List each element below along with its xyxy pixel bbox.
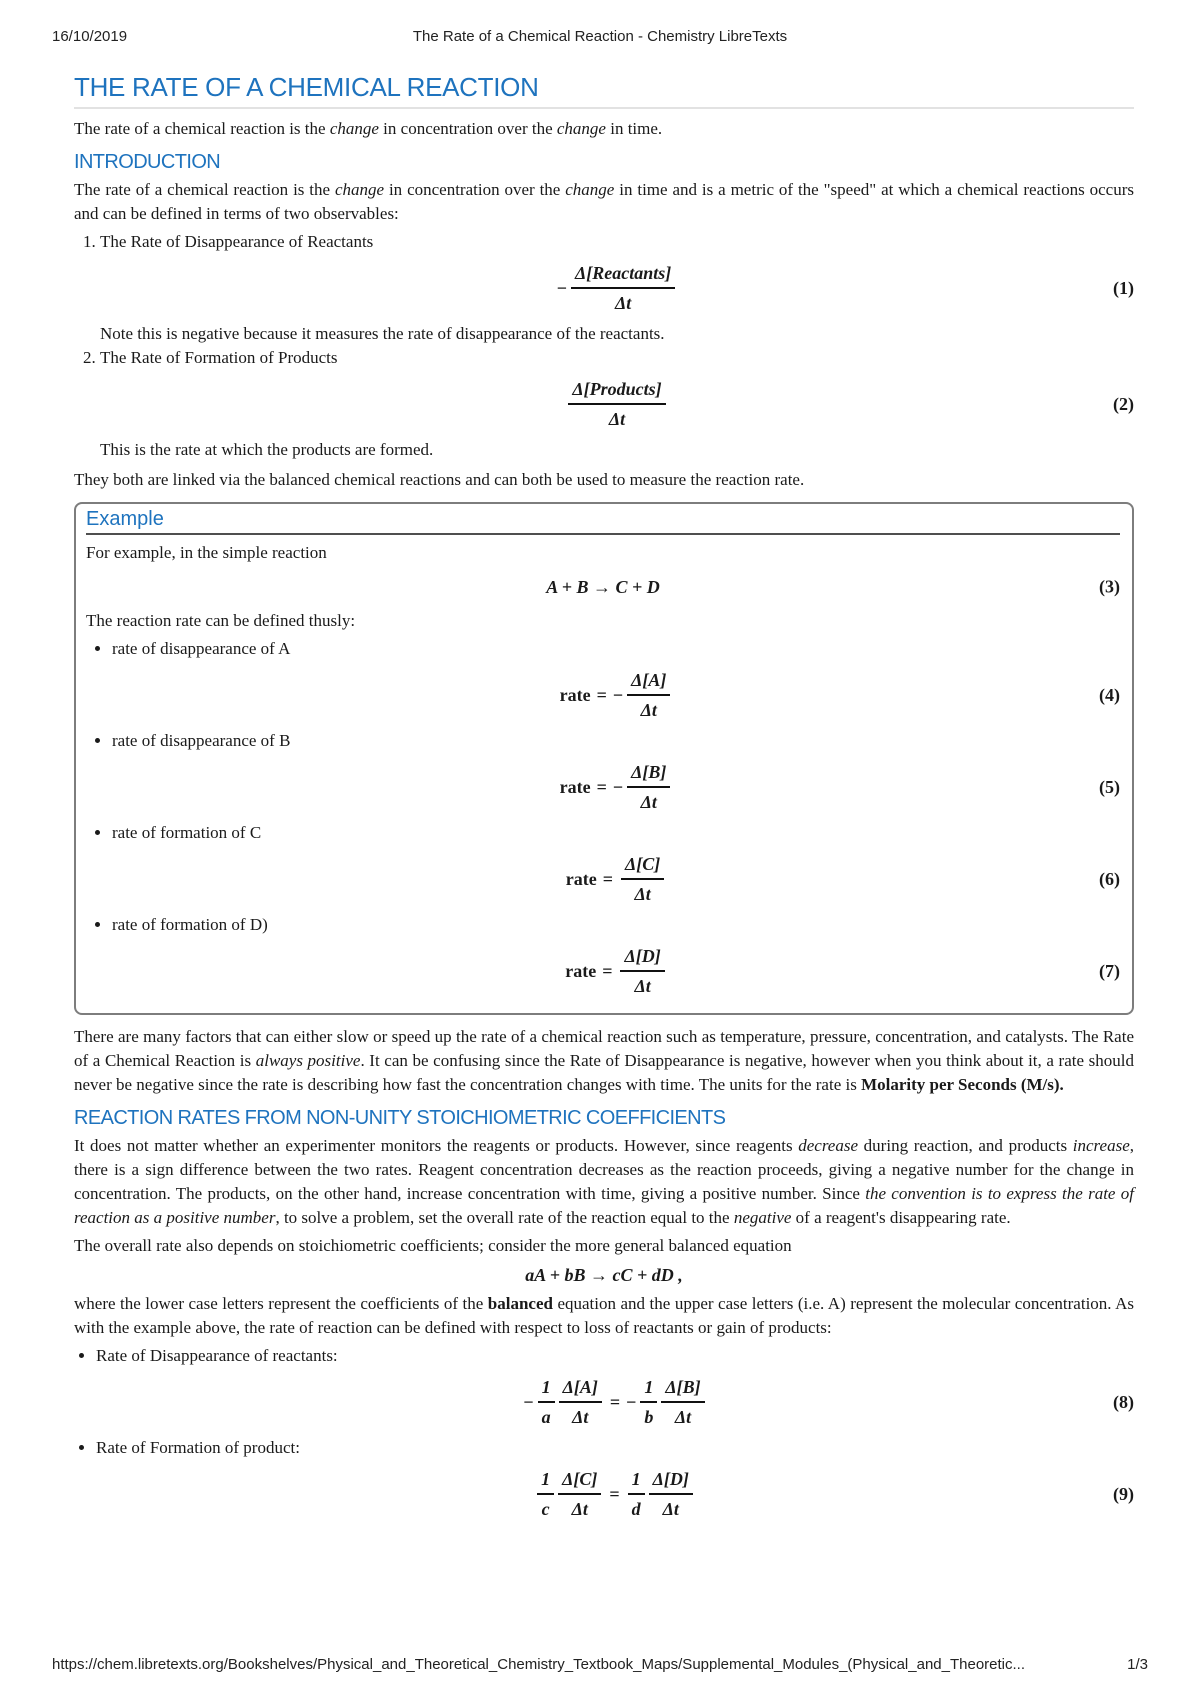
equation-5: rate = − $\frac{\Delta[B]}{\Delta t}$ (5): [559, 762, 1120, 812]
example-title: Example: [86, 508, 1120, 535]
example-paragraph: For example, in the simple reaction: [86, 543, 327, 562]
print-footer: [52, 1656, 1148, 1676]
equation-7: rate = $\frac{\Delta[D]}{\Delta t}$ (7): [565, 946, 1120, 996]
factors-paragraph: There are many factors that can either slow or speed up the rate of a chemical reaction such as temperature, pressure, concentration, and catalysts. The Rate of a Chemical Reaction is always positive. It can be confusing since the Rate of Disappearance is negative, however when you think about it, a rate should never be negative since the rate is describing how fast the concentration changes with time. The units for the rate is Molarity per Seconds (M/s).: [74, 1027, 1134, 1094]
linked-paragraph: They both are linked via the balanced chemical reactions and can both be used to measure the reaction rate.: [74, 470, 805, 489]
equation-number: (8): [1113, 1392, 1134, 1412]
section-heading-stoichiometric[interactable]: REACTION RATES FROM NON-UNITY STOICHIOMETRIC COEFFICIENTS: [74, 1107, 726, 1129]
equation-9: $\frac{1}{c}$ $\frac{\Delta[C]}{\Delta t}$ = $\frac{1}{d}$ $\frac{\Delta[D]}{\Delta t}$ (9): [96, 1464, 1134, 1524]
section-heading-introduction[interactable]: INTRODUCTION: [74, 151, 221, 173]
general-rate-list: [74, 1344, 1134, 1524]
general-equation: aA + bB → cC + dD ,: [525, 1264, 683, 1285]
list-item: • rate of disappearance of A rate = − $\frac{\Delta[A]}{\Delta t}$ (4): [112, 637, 1120, 725]
equation-number: (2): [1113, 394, 1134, 414]
rate-definitions-list: [86, 637, 1120, 1001]
article: [74, 72, 1134, 1528]
list-item: • rate of formation of D) rate = $\frac{\Delta[D]}{\Delta t}$ (7): [112, 913, 1120, 1001]
equation-2: $\frac{\text{Δ[Products]}}{\Delta t}$ (2): [100, 374, 1134, 434]
note: Note this is negative because it measures the rate of disappearance of the reactants.: [100, 324, 665, 343]
equation-number: (3): [1099, 576, 1120, 597]
equation-8: − $\frac{1}{a}$ $\frac{\Delta[A]}{\Delta t}$ = − $\frac{1}{b}$ $\frac{\Delta[B]}{\Delta t}$ (8): [523, 1377, 1134, 1427]
page-url: https://chem.libretexts.org/Bookshelves/Physical_and_Theoretical_Chemistry_Textbook_Maps/Supplemental_Modules_(Physical_and_Theoretic...: [52, 1656, 1026, 1673]
equation-number: (5): [1099, 777, 1120, 797]
stoich-paragraph: It does not matter whether an experimenter monitors the reagents or products. However, since reagents decrease during reaction, and products increase, there is a sign difference between the two rates. Reagent concentration decreases as the reaction proceeds, giving a negative number for the change in concentration. The products, on the other hand, increase concentration with time, giving a positive number. Since the convention is to express the rate of reaction as a positive number, to solve a problem, set the overall rate of the reaction equal to the negative of a reagent's disappearing rate.: [74, 1136, 1134, 1227]
intro-paragraph: The rate of a chemical reaction is the change in concentration over the change in time and is a metric of the "speed" at which a chemical reactions occurs and can be defined in terms of two observables:: [74, 180, 1134, 223]
stoich-paragraph: where the lower case letters represent the coefficients of the balanced equation and the upper case letters (i.e. A) represent the molecular concentration. As with the example above, the rate of reaction can be defined with respect to loss of reactants or gain of products:: [74, 1294, 1134, 1337]
list-item: • Rate of Disappearance of reactants: − $\frac{1}{a}$ $\frac{\Delta[A]}{\Delta t}$ = − $\frac{1}{b}$ $\frac{\Delta[B]}{\Delta t}$ (8): [96, 1344, 1134, 1432]
note: This is the rate at which the products are formed.: [100, 440, 434, 459]
equation-1: − $\frac{\text{Δ[Reactants]}}{\Delta t}$ (1): [556, 263, 1134, 313]
list-item: 1. The Rate of Disappearance of Reactants − $\frac{\text{Δ[Reactants]}}{\Delta t}$ (1) Note this is negative because it measures the rate of disappearance of the reactants.: [100, 230, 1134, 346]
stoich-paragraph: The overall rate also depends on stoichiometric coefficients; consider the more general balanced equation: [74, 1236, 792, 1255]
list-item: • Rate of Formation of product: $\frac{1}{c}$ $\frac{\Delta[C]}{\Delta t}$ = $\frac{1}{d}$ $\frac{\Delta[D]}{\Delta t}$ (9): [96, 1436, 1134, 1524]
equation-4: rate = − $\frac{\Delta[A]}{\Delta t}$ (4): [559, 670, 1120, 720]
equation-number: (1): [1113, 278, 1134, 298]
print-date: 16/10/2019: [52, 28, 128, 45]
observables-list: [74, 230, 1134, 462]
page-title: THE RATE OF A CHEMICAL REACTION: [74, 72, 1134, 109]
equation-number: (9): [1113, 1484, 1134, 1504]
equation-number: (7): [1099, 961, 1120, 981]
equation-3: A + B → C + D (3): [546, 576, 1120, 597]
list-item: • rate of disappearance of B rate = − $\frac{\Delta[B]}{\Delta t}$ (5): [112, 729, 1120, 817]
example-paragraph: The reaction rate can be defined thusly:: [86, 611, 356, 630]
page-number: 1/3: [1127, 1656, 1148, 1673]
equation-6: rate = $\frac{\Delta[C]}{\Delta t}$ (6): [565, 854, 1120, 904]
equation-number: (6): [1099, 869, 1120, 889]
example-box: [74, 502, 1134, 1015]
list-item: • rate of formation of C rate = $\frac{\Delta[C]}{\Delta t}$ (6): [112, 821, 1120, 909]
equation-number: (4): [1099, 685, 1120, 705]
print-header: [52, 28, 1148, 48]
print-page-title: The Rate of a Chemical Reaction - Chemistry LibreTexts: [412, 28, 788, 45]
list-item: 2. The Rate of Formation of Products $\frac{\text{Δ[Products]}}{\Delta t}$ (2) This is the rate at which the products are formed.: [100, 346, 1134, 462]
summary: The rate of a chemical reaction is the change in concentration over the change in time.: [74, 119, 663, 138]
